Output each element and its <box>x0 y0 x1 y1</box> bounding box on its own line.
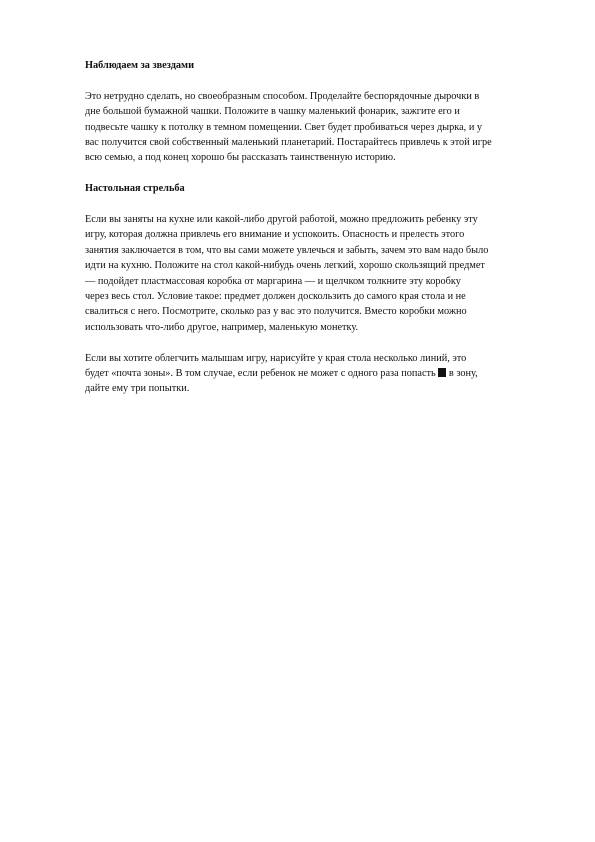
text-line: Если вы заняты на кухне или какой-либо другой работой, можно предложить ребенку эту <box>85 214 478 226</box>
text-fragment-tail: в зону, <box>448 368 478 380</box>
text-line: занятия заключается в том, что вы сами можете увлечься и забыть, зачем это вам надо было <box>85 244 489 256</box>
text-line: свалиться с него. Посмотрите, сколько раз у вас это получится. Вместо коробки можно <box>85 306 467 318</box>
text-line: Если вы хотите облегчить малышам игру, нарисуйте у края стола несколько линий, это <box>85 352 467 364</box>
text-line: игру, которая должна привлечь его внимание и успокоить. Опасность и прелесть этого <box>85 229 465 241</box>
text-line: дне большой бумажной чашки. Положите в чашку маленький фонарик, зажгите его и <box>85 106 460 118</box>
section-heading-stars: Наблюдаем за звездами <box>85 60 195 71</box>
text-line-with-mark <box>85 366 555 381</box>
section-heading-table-shooting: Настольная стрельба <box>85 183 185 195</box>
text-line: идти на кухню. Положите на стол какой-нибудь очень легкий, хорошо скользящий предмет <box>85 260 485 272</box>
paragraph-easier-game <box>85 351 555 397</box>
black-square-mark <box>438 368 446 377</box>
text-line: дайте ему три попытки. <box>85 383 190 395</box>
paragraph-table-shooting <box>85 212 555 335</box>
paragraph-stars <box>85 89 555 166</box>
text-line: вас получится свой собственный маленький планетарий. Постарайтесь привлечь к этой игре <box>85 137 492 149</box>
text-line: использовать что-либо другое, например, маленькую монетку. <box>85 321 359 333</box>
text-line: всю семью, а под конец хорошо бы рассказать таинственную историю. <box>85 152 396 164</box>
text-line: подвесьте чашку к потолку в темном помещении. Свет будет пробиваться через дырка, и у <box>85 121 483 133</box>
text-line: через весь стол. Условие такое: предмет должен доскользить до самого края стола и не <box>85 291 466 303</box>
text-fragment: будет «почта зоны». В том случае, если ребенок не может с одного раза попасть <box>85 368 436 380</box>
text-line: — подойдет пластмассовая коробка от маргарина — и щелчком толкните эту коробку <box>85 275 461 287</box>
text-line: Это нетрудно сделать, но своеобразным способом. Проделайте беспорядочные дырочки в <box>85 90 480 102</box>
document-body <box>85 58 555 412</box>
